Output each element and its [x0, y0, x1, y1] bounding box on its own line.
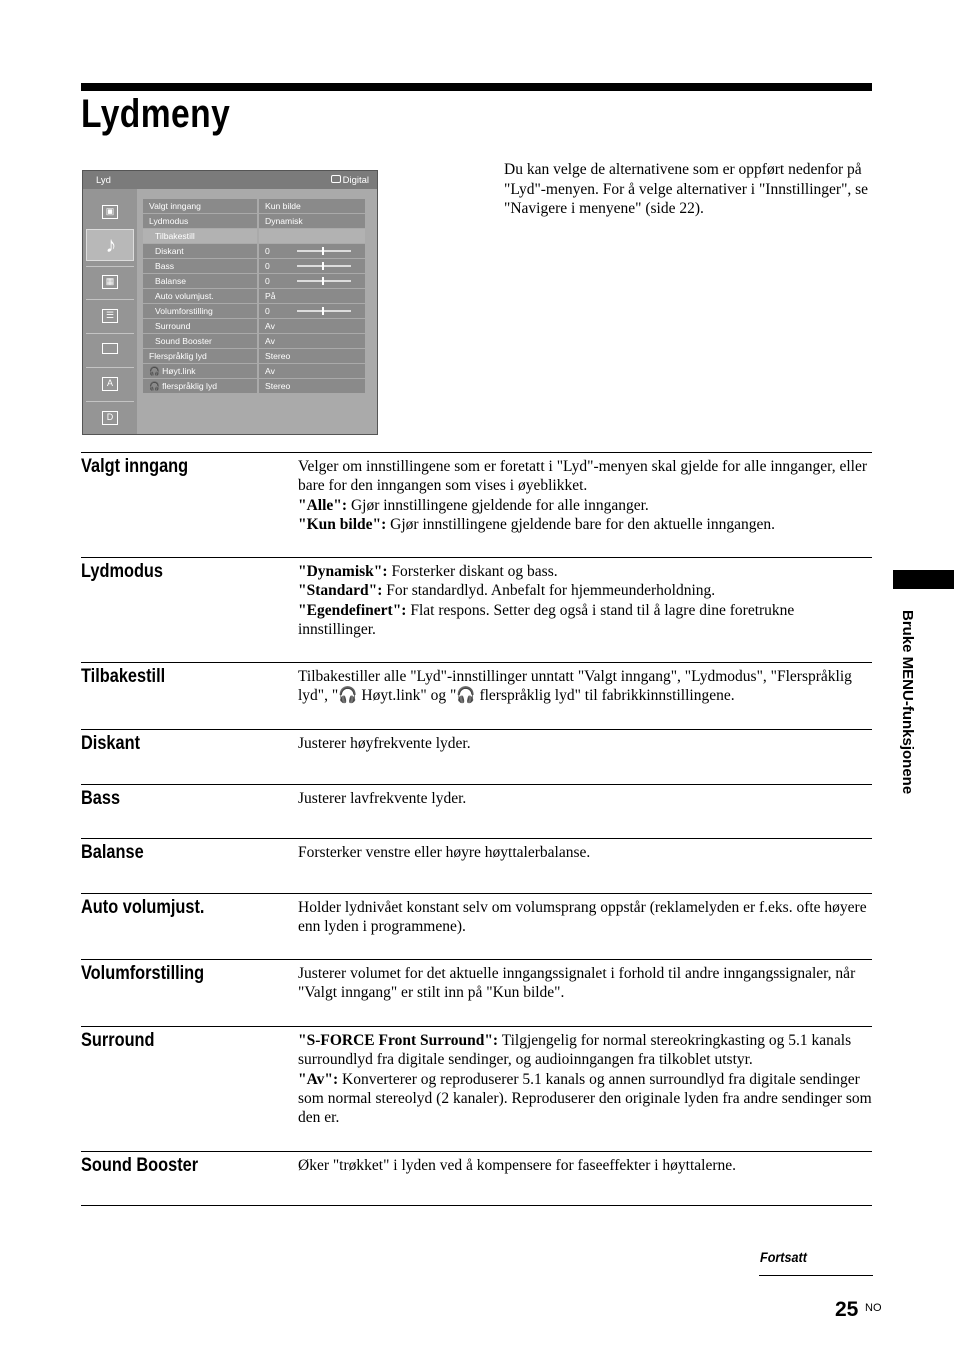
menu-row: Flerspråklig lyd Stereo: [143, 349, 365, 364]
term-description: [298, 457, 872, 534]
option-name: "Av":: [298, 1070, 339, 1088]
description-line: [298, 515, 872, 534]
description-line: [298, 1156, 872, 1175]
description-line: [298, 457, 872, 496]
grid-icon: ▦: [86, 267, 134, 299]
term-label: Bass: [81, 788, 121, 809]
page-title: Lydmeny: [81, 92, 231, 136]
headphone-icon: 🎧: [149, 381, 160, 391]
menu-row: 🎧 Høyt.link Av: [143, 364, 365, 379]
sound-note-icon: ♪: [86, 229, 134, 261]
menu-row: Balanse 0: [143, 274, 365, 289]
option-name: "Egendefinert":: [298, 601, 407, 619]
term-description: [298, 667, 872, 706]
continued-label: Fortsatt: [760, 1249, 807, 1265]
menu-row: 🎧 flerspråklig lyd Stereo: [143, 379, 365, 394]
option-name: "Kun bilde":: [298, 515, 387, 533]
continued-rule: [759, 1275, 873, 1276]
description-line: [298, 898, 872, 937]
balance-slider: [297, 280, 351, 282]
description-line: [298, 667, 872, 706]
title-rule: [81, 83, 872, 91]
menu-source: [331, 175, 369, 186]
term-description: [298, 734, 872, 753]
term-label: Tilbakestill: [81, 666, 166, 687]
term-label: Diskant: [81, 733, 141, 754]
row-divider: [81, 729, 872, 730]
menu-row: Auto volumjust. På: [143, 289, 365, 304]
option-name: "Dynamisk":: [298, 563, 388, 580]
description-line: [298, 843, 872, 862]
option-text: Flat respons. Setter deg også i stand til å lagre dine foretrukne innstillinger.: [298, 601, 795, 638]
term-description: [298, 789, 872, 808]
option-text: Forsterker diskant og bass.: [387, 563, 558, 580]
screen-icon: [86, 335, 134, 367]
description-line: [298, 562, 872, 581]
option-name: "Standard":: [298, 582, 383, 600]
side-tab-label: Bruke MENU-funksjonene: [899, 610, 916, 795]
description-line: [298, 1031, 872, 1070]
menu-row: Valgt inngang Kun bilde: [143, 199, 365, 214]
term-description: [298, 898, 872, 937]
menu-row: Tilbakestill: [143, 229, 365, 244]
term-description: [298, 843, 872, 862]
treble-slider: [297, 250, 351, 252]
option-text: Holder lydnivået konstant selv om volumsprang oppstår (reklamelyden er f.eks. ofte høyere enn lyden i programmene).: [298, 899, 867, 936]
term-description: [298, 562, 872, 639]
menu-title: Lyd: [96, 175, 111, 186]
headphone-icon: 🎧: [149, 366, 160, 376]
option-text: Gjør innstillingene gjeldende bare for den aktuelle inngangen.: [386, 515, 775, 533]
menu-row: Lydmodus Dynamisk: [143, 214, 365, 229]
option-text: Forsterker venstre eller høyre høyttalerbalanse.: [298, 844, 591, 861]
page-code: NO: [865, 1302, 882, 1314]
row-divider: [81, 959, 872, 960]
menu-row: Bass 0: [143, 259, 365, 274]
menu-row: Diskant 0: [143, 244, 365, 259]
option-text: Gjør innstillingene gjeldende for alle innganger.: [347, 496, 649, 514]
menu-rows: [143, 199, 365, 394]
term-label: Sound Booster: [81, 1155, 199, 1176]
menu-row: Sound Booster Av: [143, 334, 365, 349]
term-label: Valgt inngang: [81, 456, 189, 477]
picture-icon: ▣: [86, 197, 134, 229]
setup-a-icon: A: [86, 369, 134, 401]
option-text: Konverterer og reproduserer 5.1 kanals og annen surroundlyd fra digitale sendinger som normal stereolyd (2 kanaler). Reproduserer den originale lyden fra andre sendinger som den er.: [298, 1070, 872, 1127]
menu-row: Surround Av: [143, 319, 365, 334]
option-text: Velger om innstillingene som er foretatt i "Lyd"-menyen skal gjelde for alle innganger, eller bare for den inngangen som vises i øyeblikket.: [298, 458, 867, 495]
row-divider: [81, 784, 872, 785]
bass-slider: [297, 265, 351, 267]
setup-d-icon: D: [86, 403, 134, 435]
sound-menu-screenshot: [82, 170, 378, 435]
option-text: Justerer høyfrekvente lyder.: [298, 735, 471, 752]
menu-row: Volumforstilling 0: [143, 304, 365, 319]
term-label: Surround: [81, 1030, 155, 1051]
row-divider: [81, 838, 872, 839]
source-icon: [331, 175, 341, 183]
description-line: [298, 496, 872, 515]
list-icon: ☰: [86, 301, 134, 333]
term-description: [298, 1031, 872, 1127]
row-divider: [81, 1026, 872, 1027]
term-label: Volumforstilling: [81, 963, 205, 984]
option-text: Justerer lavfrekvente lyder.: [298, 790, 467, 807]
row-divider: [81, 662, 872, 663]
description-line: [298, 601, 872, 640]
row-divider: [81, 1205, 872, 1206]
description-line: [298, 581, 872, 600]
row-divider: [81, 557, 872, 558]
menu-sidebar: [83, 189, 137, 434]
term-description: [298, 964, 872, 1003]
description-line: [298, 964, 872, 1003]
intro-text: Du kan velge de alternativene som er oppført nedenfor på "Lyd"-menyen. For å velge alternativer i "Innstillinger", se "Navigere i menyene" (side 22).: [504, 161, 869, 217]
volume-offset-slider: [297, 310, 351, 312]
option-text: For standardlyd. Anbefalt for hjemmeunderholdning.: [382, 582, 716, 600]
description-line: [298, 1070, 872, 1128]
term-label: Balanse: [81, 842, 144, 863]
row-divider: [81, 1151, 872, 1152]
option-text: Tilgjengelig for normal stereokringkasting og 5.1 kanals surroundlyd fra digitale sendinger, og audioinngangen fra tilkoblet utstyr.: [298, 1032, 852, 1069]
description-line: [298, 734, 872, 753]
term-description: [298, 1156, 872, 1175]
option-text: Tilbakestiller alle "Lyd"-innstillinger unntatt "Valgt inngang", "Lydmodus", "Flerspråklig lyd", "🎧 Høyt.link" og "🎧 flerspråklig lyd" til fabrikkinnstillingene.: [298, 668, 852, 705]
page-number: 25: [835, 1298, 859, 1321]
option-text: Justerer volumet for det aktuelle inngangssignalet i forhold til andre inngangssignaler, når "Valgt inngang" er stilt inn på "Kun bilde".: [298, 965, 856, 1002]
option-text: Øker "trøkket" i lyden ved å kompensere for faseeffekter i høyttalerne.: [298, 1157, 737, 1174]
menu-header: [83, 171, 377, 189]
option-name: "S-FORCE Front Surround":: [298, 1032, 499, 1049]
option-name: "Alle":: [298, 496, 348, 514]
term-label: Lydmodus: [81, 561, 164, 582]
row-divider: [81, 893, 872, 894]
row-divider: [81, 452, 872, 453]
side-tab-marker: [893, 570, 954, 589]
menu-source-label: Digital: [342, 175, 369, 186]
description-line: [298, 789, 872, 808]
term-label: Auto volumjust.: [81, 897, 205, 918]
